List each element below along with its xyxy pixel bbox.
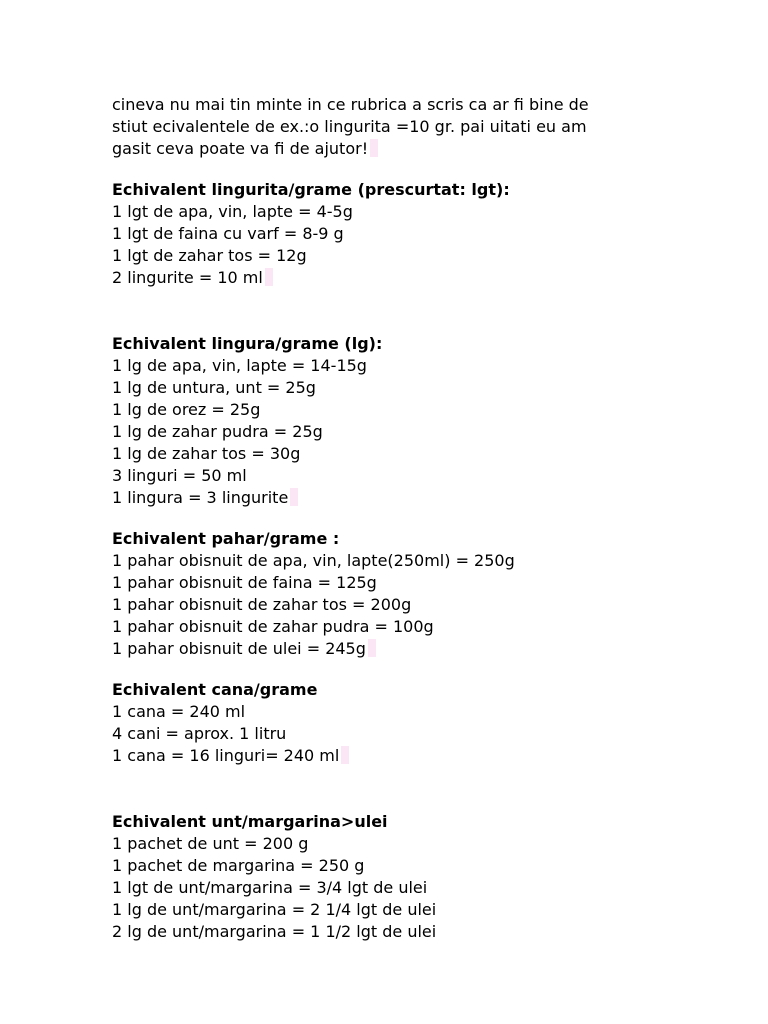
list-item: 1 lg de apa, vin, lapte = 14-15g [112,356,367,375]
document-page [112,94,652,943]
paragraph-mark [341,746,349,764]
list-item: 1 lg de unt/margarina = 2 1/4 lgt de ulei [112,900,437,919]
section-pahar [112,528,652,660]
list-item: 1 pachet de margarina = 250 g [112,856,365,875]
list-item: 1 pahar obisnuit de apa, vin, lapte(250ml) = 250g [112,551,515,570]
list-item: 1 lg de zahar tos = 30g [112,444,301,463]
list-item: 1 lg de zahar pudra = 25g [112,422,323,441]
list-item: 1 pachet de unt = 200 g [112,834,309,853]
list-item: 1 lg de untura, unt = 25g [112,378,316,397]
list-item: 1 lgt de faina cu varf = 8-9 g [112,224,344,243]
section-cana [112,679,652,767]
list-item: 1 pahar obisnuit de ulei = 245g [112,638,652,660]
section-heading: Echivalent lingura/grame (lg): [112,334,383,353]
section-heading: Echivalent unt/margarina>ulei [112,812,388,831]
list-item: 1 cana = 240 ml [112,702,246,721]
list-item: 4 cani = aprox. 1 litru [112,724,287,743]
list-item: 1 lgt de zahar tos = 12g [112,246,307,265]
intro-paragraph [112,94,652,160]
list-item: 1 pahar obisnuit de zahar pudra = 100g [112,617,434,636]
list-item: 1 lgt de apa, vin, lapte = 4-5g [112,202,353,221]
intro-line: cineva nu mai tin minte in ce rubrica a scris ca ar fi bine de [112,95,589,114]
section-unt-margarina [112,811,652,943]
paragraph-mark [368,639,376,657]
list-item: 2 lg de unt/margarina = 1 1/2 lgt de ulei [112,922,437,941]
section-lingurita [112,179,652,289]
list-item: 2 lingurite = 10 ml [112,267,652,289]
list-item: 1 pahar obisnuit de faina = 125g [112,573,377,592]
paragraph-mark [290,488,298,506]
section-lingura [112,333,652,509]
paragraph-mark [370,139,378,157]
list-item: 1 lgt de unt/margarina = 3/4 lgt de ulei [112,878,428,897]
intro-line: gasit ceva poate va fi de ajutor! [112,138,652,160]
list-item: 1 lingura = 3 lingurite [112,487,652,509]
list-item: 1 pahar obisnuit de zahar tos = 200g [112,595,412,614]
paragraph-mark [265,268,273,286]
section-heading: Echivalent cana/grame [112,680,318,699]
section-heading: Echivalent pahar/grame : [112,529,340,548]
section-heading: Echivalent lingurita/grame (prescurtat: lgt): [112,180,510,199]
list-item: 3 linguri = 50 ml [112,466,247,485]
intro-line: stiut ecivalentele de ex.:o lingurita =10 gr. pai uitati eu am [112,117,587,136]
list-item: 1 lg de orez = 25g [112,400,261,419]
list-item: 1 cana = 16 linguri= 240 ml [112,745,652,767]
